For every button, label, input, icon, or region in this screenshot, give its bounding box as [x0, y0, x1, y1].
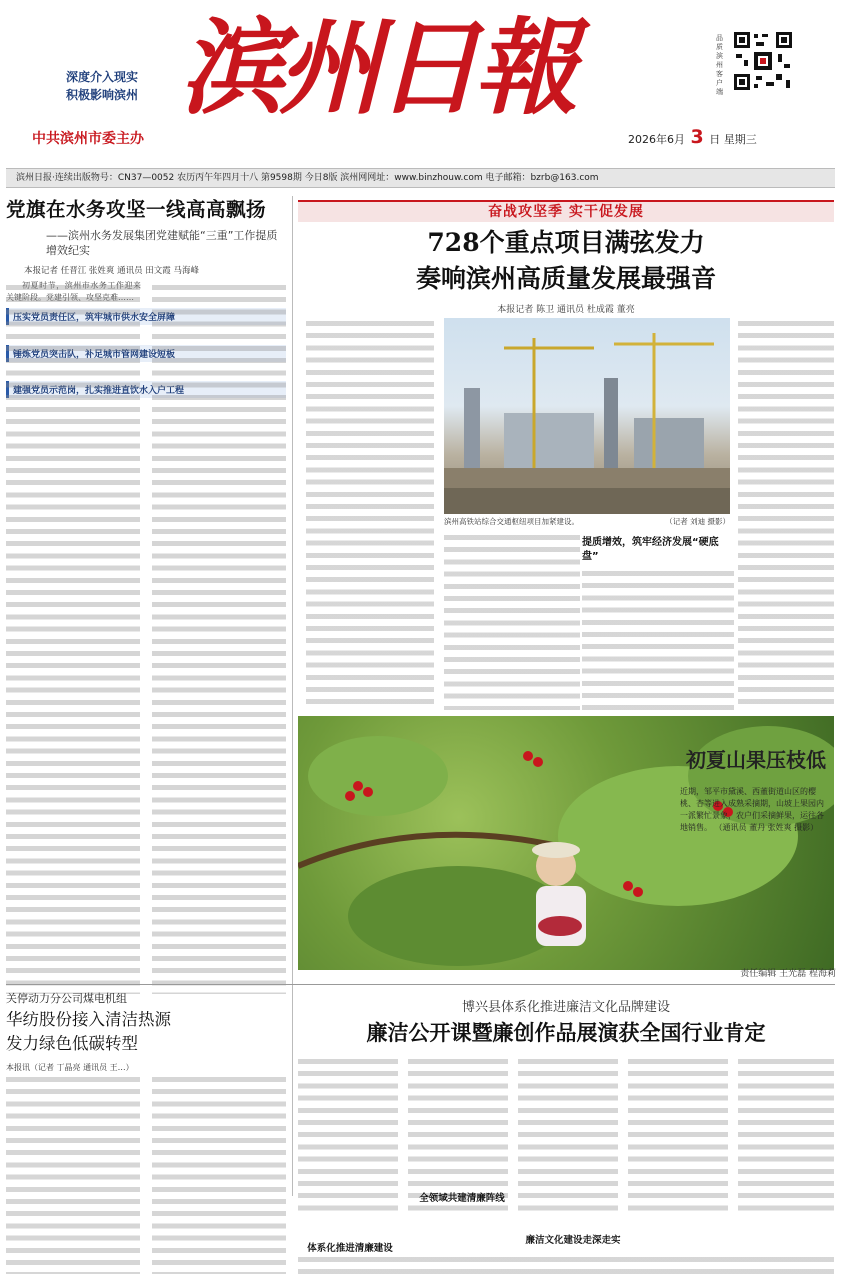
masthead-title: 滨州日報: [180, 6, 573, 129]
date-weekday: 日 星期三: [709, 133, 757, 146]
left-subhead-1: 压实党员责任区，筑牢城市供水安全屏障: [6, 308, 286, 325]
feature-title: 初夏山果压枝低: [686, 748, 826, 772]
masthead-date: [628, 126, 838, 148]
bottom-main-kicker: 博兴县体系化推进廉洁文化品牌建设: [461, 1000, 670, 1015]
masthead-sponsor: 中共滨州市委主办: [32, 131, 144, 147]
feature-photo[interactable]: [298, 716, 834, 970]
main-kicker-text: 奋战攻坚季 实干促发展: [488, 204, 644, 220]
editor-line: 责任编辑 王光磊 程海莉: [740, 969, 836, 979]
date-day: 3: [690, 126, 704, 148]
masthead: [0, 0, 841, 168]
masthead-tagline: [66, 68, 166, 104]
tagline-line-1: 深度介入现实: [66, 70, 139, 84]
main-headline-1[interactable]: 728个重点项目满弦发力: [427, 228, 705, 257]
left-article-byline: 本报记者 任晋江 张姓爽 通讯员 田文霞 马海峰: [24, 266, 200, 276]
feature-credit: （通讯员 董丹 张姓爽 摄影）: [714, 823, 819, 832]
main-body-lower: [444, 532, 580, 710]
photo-caption-credit: （记者 刘迪 摄影）: [665, 517, 730, 526]
main-photo-caption: [444, 516, 730, 527]
main-body-lower-2: [582, 568, 734, 710]
bottom-main-body-1: [298, 1056, 834, 1216]
bottom-left-headline-1[interactable]: 华纺股份接入清洁热源: [6, 1010, 171, 1029]
main-headline-2[interactable]: 奏响滨州高质量发展最强音: [415, 264, 716, 293]
main-photo[interactable]: [444, 318, 730, 514]
divider-left: [292, 196, 293, 1196]
left-article-headline[interactable]: 党旗在水务攻坚一线高高飘扬: [6, 198, 267, 221]
main-subhead-2: 提质增效，筑牢经济发展“硬底盘”: [582, 537, 719, 562]
info-bar-text: 滨州日报·连续出版物号：CN37—0052 农历丙午年四月十八 第9598期 今日8版 滨州网网址：www.binzhouw.com 电子邮箱：bzrb@163.com: [16, 173, 599, 183]
main-body-col-1: [306, 318, 434, 708]
bottom-left-kicker: 关停动力分公司煤电机组: [6, 992, 127, 1005]
info-bar: [6, 168, 835, 188]
tagline-line-2: 积极影响滨州: [66, 88, 139, 102]
bottom-main-body-2: [298, 1254, 834, 1278]
date-month: 2026年6月: [628, 133, 685, 146]
bottom-left-headline-2[interactable]: 发力绿色低碳转型: [6, 1034, 138, 1053]
bottom-main-headline[interactable]: 廉洁公开课暨廉创作品展演获全国行业肯定: [366, 1020, 766, 1045]
left-subhead-3: 建强党员示范岗，扎实推进直饮水入户工程: [6, 381, 286, 398]
feature-caption: 近期，邹平市黛溪、西董街道山区的樱桃、杏等进入成熟采摘期，山坡上果园内一派繁忙景象，农户们采摘鲜果，运往各地销售。: [680, 787, 824, 832]
left-article-subtitle: ——滨州水务发展集团党建赋能“三重”工作提质增效纪实: [46, 229, 278, 257]
qr-caption: 品质滨州客户端: [716, 34, 723, 96]
left-article-body: [6, 280, 286, 980]
bottom-main-subhead-1: 全领域共建清廉阵线: [419, 1193, 505, 1204]
divider-bottom-upper: [6, 984, 835, 985]
left-subhead-2: 锤炼党员突击队，补足城市管网建设短板: [6, 345, 286, 362]
main-body-col-right: [738, 318, 834, 710]
left-article-intro: 初夏时节，滨州市水务工作迎来关键阶段。党建引领、攻坚克难……: [6, 281, 141, 303]
main-article-kicker: [298, 200, 834, 222]
qr-code-icon[interactable]: [732, 30, 794, 92]
left-article: [6, 196, 286, 986]
main-byline: 本报记者 陈卫 通讯员 杜成霞 董亮: [497, 305, 635, 315]
bottom-main-subhead-2: 体系化推进清廉建设: [307, 1243, 393, 1254]
masthead-qr-block: [716, 30, 812, 110]
bottom-left-byline: 本报讯（记者 丁晶亮 通讯员 王…）: [6, 1063, 134, 1072]
bottom-main-subhead-3: 廉洁文化建设走深走实: [525, 1235, 621, 1246]
photo-caption-text: 滨州高铁站综合交通枢纽项目加紧建设。: [444, 517, 579, 526]
bottom-left-body: [6, 1074, 286, 1274]
feature-caption-box: [680, 786, 828, 834]
construction-site-icon: [444, 318, 730, 514]
